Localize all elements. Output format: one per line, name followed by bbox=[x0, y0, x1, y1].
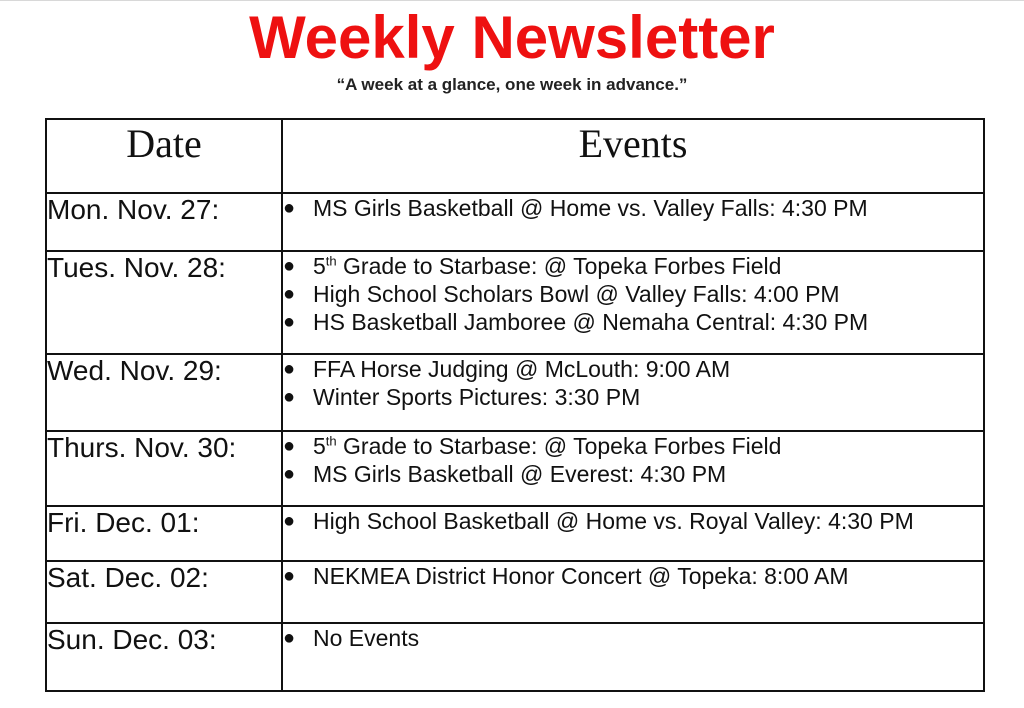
event-text: Grade to Starbase: @ Topeka Forbes Field bbox=[336, 433, 782, 459]
bullet-dot-icon: ● bbox=[283, 435, 296, 457]
bullet-dot-icon: ● bbox=[283, 283, 296, 305]
event-text: Grade to Starbase: @ Topeka Forbes Field bbox=[336, 253, 782, 279]
list-item bbox=[283, 432, 983, 460]
event-date: Mon. Nov. 27: bbox=[46, 193, 282, 251]
bullet-dot-icon: ● bbox=[283, 463, 296, 485]
list-item bbox=[283, 355, 983, 383]
table-row bbox=[46, 354, 984, 431]
event-list bbox=[283, 194, 983, 222]
list-item bbox=[283, 194, 983, 222]
event-text: MS Girls Basketball @ Home vs. Valley Falls: 4:30 PM bbox=[313, 195, 868, 221]
bullet-dot-icon: ● bbox=[283, 311, 296, 333]
list-item bbox=[283, 562, 983, 590]
event-cell bbox=[282, 354, 984, 431]
list-item bbox=[283, 383, 983, 411]
list-item bbox=[283, 308, 983, 336]
event-date: Tues. Nov. 28: bbox=[46, 251, 282, 354]
date-column-header: Date bbox=[46, 119, 282, 193]
schedule-rows bbox=[46, 193, 984, 691]
event-text: High School Basketball @ Home vs. Royal Valley: 4:30 PM bbox=[313, 508, 914, 534]
bullet-dot-icon: ● bbox=[283, 255, 296, 277]
event-date: Sun. Dec. 03: bbox=[46, 623, 282, 691]
newsletter-title: Weekly Newsletter bbox=[249, 4, 775, 71]
event-date: Fri. Dec. 01: bbox=[46, 506, 282, 561]
list-item bbox=[283, 252, 983, 280]
ordinal-suffix: th bbox=[325, 433, 337, 449]
event-list bbox=[283, 562, 983, 590]
event-date: Sat. Dec. 02: bbox=[46, 561, 282, 623]
events-column-header: Events bbox=[282, 119, 984, 193]
table-row bbox=[46, 506, 984, 561]
event-text: High School Scholars Bowl @ Valley Falls: 4:00 PM bbox=[313, 281, 840, 307]
event-text: HS Basketball Jamboree @ Nemaha Central: 4:30 PM bbox=[313, 309, 869, 335]
event-text: FFA Horse Judging @ McLouth: 9:00 AM bbox=[313, 356, 731, 382]
list-item bbox=[283, 507, 983, 535]
table-row bbox=[46, 561, 984, 623]
bullet-dot-icon: ● bbox=[283, 565, 296, 587]
event-cell bbox=[282, 193, 984, 251]
top-divider bbox=[0, 0, 1024, 1]
bullet-dot-icon: ● bbox=[283, 510, 296, 532]
event-list bbox=[283, 624, 983, 652]
newsletter-tagline: “A week at a glance, one week in advance.” bbox=[336, 75, 688, 94]
event-list bbox=[283, 432, 983, 488]
table-row bbox=[46, 193, 984, 251]
bullet-dot-icon: ● bbox=[283, 358, 296, 380]
event-cell bbox=[282, 431, 984, 506]
list-item bbox=[283, 460, 983, 488]
bullet-dot-icon: ● bbox=[283, 386, 296, 408]
event-list bbox=[283, 507, 983, 535]
event-text: Winter Sports Pictures: 3:30 PM bbox=[313, 384, 641, 410]
bullet-dot-icon: ● bbox=[283, 627, 296, 649]
event-date: Wed. Nov. 29: bbox=[46, 354, 282, 431]
list-item bbox=[283, 624, 983, 652]
event-cell bbox=[282, 623, 984, 691]
table-header-row bbox=[46, 119, 984, 193]
table-row bbox=[46, 251, 984, 354]
event-text: NEKMEA District Honor Concert @ Topeka: 8:00 AM bbox=[313, 563, 849, 589]
bullet-dot-icon: ● bbox=[283, 197, 296, 219]
event-cell bbox=[282, 561, 984, 623]
schedule-table bbox=[45, 118, 985, 692]
event-text-number: 5 bbox=[313, 433, 326, 459]
event-text: MS Girls Basketball @ Everest: 4:30 PM bbox=[313, 461, 727, 487]
event-date: Thurs. Nov. 30: bbox=[46, 431, 282, 506]
event-cell bbox=[282, 506, 984, 561]
event-list bbox=[283, 355, 983, 411]
event-text: No Events bbox=[313, 625, 420, 651]
event-list bbox=[283, 252, 983, 336]
list-item bbox=[283, 280, 983, 308]
table-row bbox=[46, 623, 984, 691]
event-text-number: 5 bbox=[313, 253, 326, 279]
table-row bbox=[46, 431, 984, 506]
event-cell bbox=[282, 251, 984, 354]
ordinal-suffix: th bbox=[325, 253, 337, 269]
